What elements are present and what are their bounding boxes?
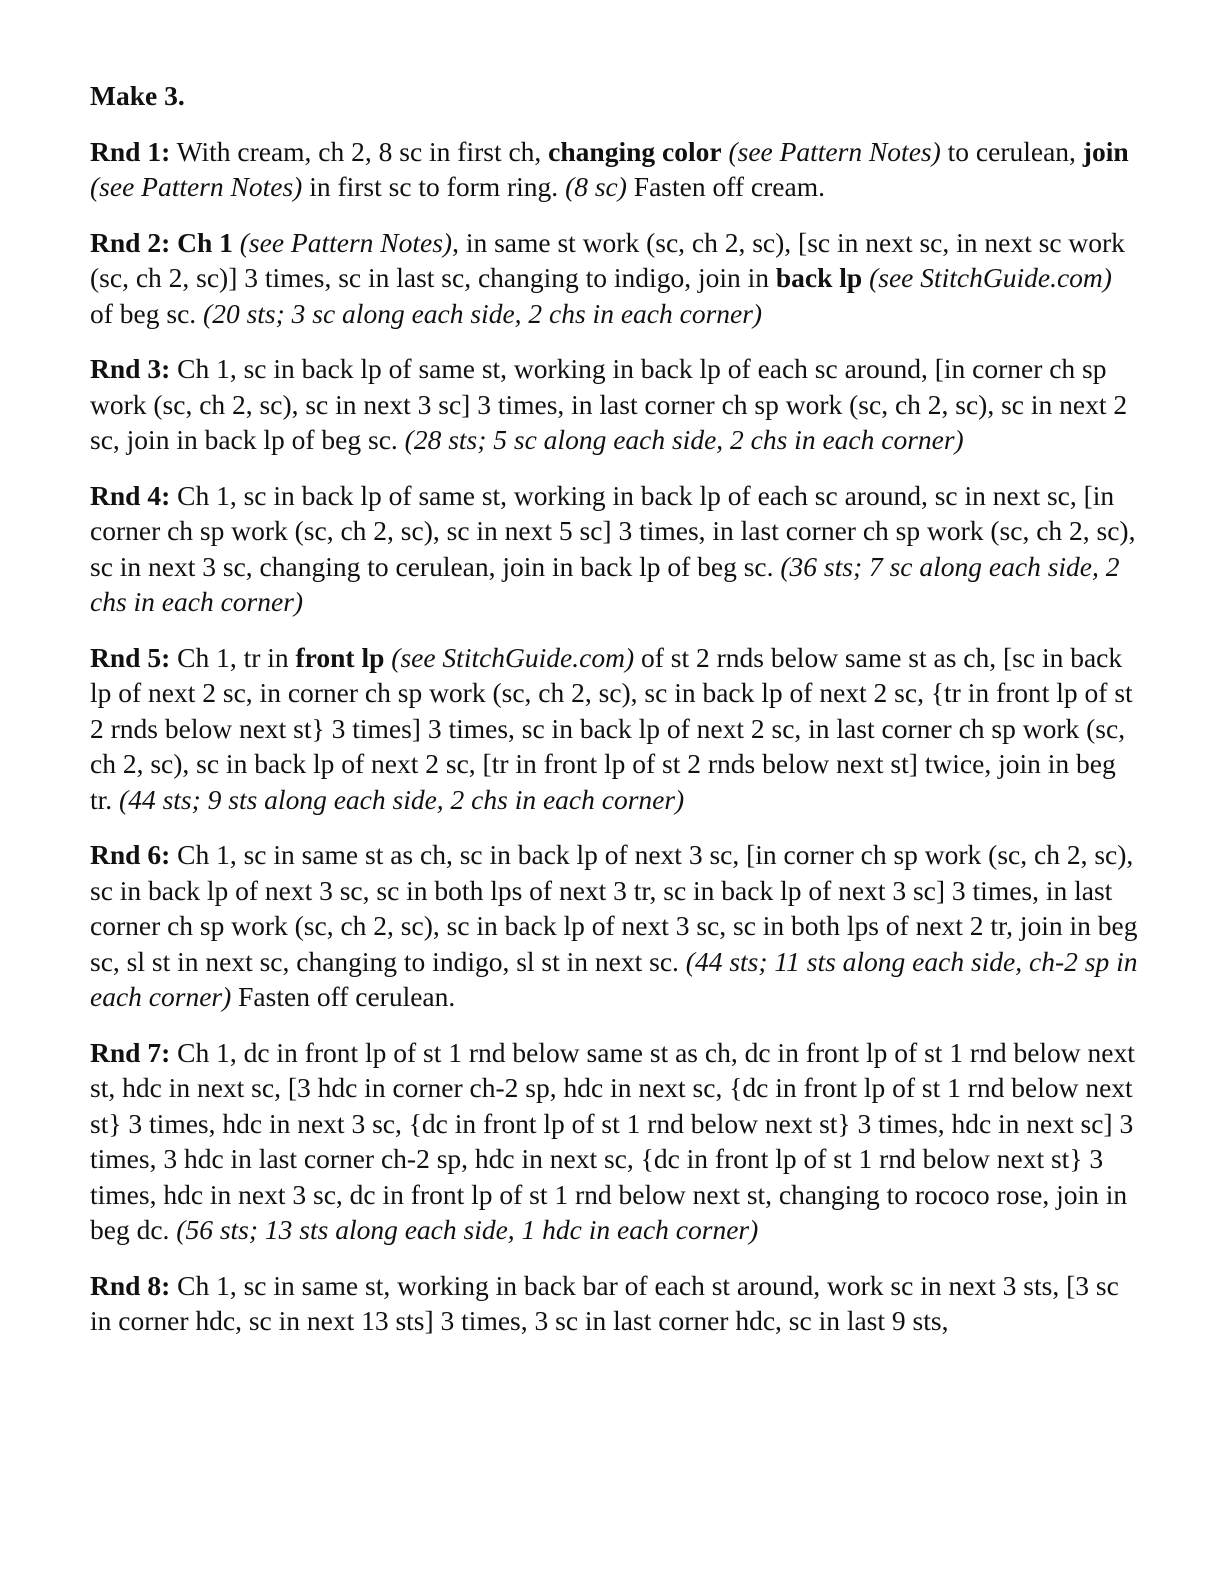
- instruction-text: [233, 227, 240, 258]
- bold-term: Rnd 4:: [90, 479, 171, 511]
- instruction-text: , in same st work (sc, ch 2, sc), [sc in next sc, in next sc work (sc, ch 2, sc)] 3 times, sc in last sc, changing to indigo, join in: [90, 226, 1125, 293]
- bold-term: Ch 1: [177, 226, 233, 258]
- round-paragraph: [90, 351, 1140, 458]
- round-paragraph: [90, 478, 1140, 620]
- bold-term: front lp: [295, 641, 385, 673]
- instruction-text: of st 2 rnds below same st as ch, [sc in back lp of next 2 sc, in corner ch sp work (sc, ch 2, sc), sc in back lp of next 2 sc, {tr in front lp of st 2 rnds below next st} 3 times] 3 times, sc in back lp of next 2 sc, in last corner ch sp work (sc, ch 2, sc), sc in back lp of next 2 sc, [tr in front lp of st 2 rnds below next st] twice, join in beg tr.: [90, 641, 1133, 815]
- pattern-page: [90, 78, 1140, 1359]
- instruction-text: in first sc to form ring.: [302, 171, 566, 202]
- bold-term: Rnd 7:: [90, 1036, 171, 1068]
- italic-note: (see StitchGuide.com): [869, 262, 1112, 293]
- round-paragraph: [90, 837, 1140, 1015]
- instruction-text: Ch 1, dc in front lp of st 1 rnd below same st as ch, dc in front lp of st 1 rnd below next st, hdc in next sc, [3 hdc in corner ch-2 sp, hdc in next sc, {dc in front lp of st 1 rnd below next st} 3 times, hdc in next 3 sc, {dc in front lp of st 1 rnd below next st} 3 times, hdc in next sc] 3 times, 3 hdc in last corner ch-2 sp, hdc in next sc, {dc in front lp of st 1 rnd below next st} 3 times, hdc in next 3 sc, dc in front lp of st 1 rnd below next st, changing to rococo rose, join in beg dc.: [90, 1036, 1135, 1245]
- section-heading: Make 3.: [90, 80, 185, 111]
- instruction-text: to cerulean,: [940, 135, 1083, 167]
- bold-term: Rnd 8:: [90, 1269, 171, 1301]
- round-paragraph: [90, 1268, 1140, 1339]
- italic-note: (8 sc): [565, 171, 627, 202]
- bold-term: back lp: [775, 262, 863, 293]
- instruction-text: Fasten off cream.: [626, 171, 825, 202]
- italic-note: (see Pattern Notes): [728, 135, 941, 167]
- italic-note: (20 sts; 3 sc along each side, 2 chs in each corner): [203, 297, 763, 329]
- instruction-text: Ch 1, sc in same st, working in back bar of each st around, work sc in next 3 sts, [3 sc in corner hdc, sc in next 13 sts] 3 times, 3 sc in last corner hdc, sc in last 9 sts,: [90, 1269, 1119, 1336]
- italic-note: (see Pattern Notes): [239, 226, 453, 258]
- bold-term: Rnd 6:: [90, 839, 171, 870]
- italic-note: (56 sts; 13 sts along each side, 1 hdc in each corner): [176, 1214, 759, 1245]
- italic-note: (36 sts; 7 sc along each side, 2 chs in each corner): [90, 550, 1120, 617]
- round-paragraph: [90, 225, 1140, 332]
- bold-term: changing color: [548, 135, 722, 167]
- bold-term: Rnd 3:: [90, 353, 171, 384]
- round-paragraph: [90, 640, 1140, 818]
- italic-note: (44 sts; 11 sts along each side, ch-2 sp in each corner): [90, 945, 1138, 1012]
- instruction-text: Ch 1, sc in back lp of same st, working in back lp of each sc around, [in corner ch sp work (sc, ch 2, sc), sc in next 3 sc] 3 times, in last corner ch sp work (sc, ch 2, sc), sc in next 2 sc, join in back lp of beg sc.: [90, 353, 1128, 455]
- instruction-text: Ch 1, tr in: [170, 641, 296, 673]
- instruction-text: Ch 1, sc in same st as ch, sc in back lp of next 3 sc, [in corner ch sp work (sc, ch 2, sc), sc in back lp of next 3 sc, sc in both lps of next 3 tr, sc in back lp of next 3 sc] 3 times, in last corner ch sp work (sc, ch 2, sc), sc in back lp of next 3 sc, sc in both lps of next 2 tr, join in beg sc, sl st in next sc, changing to indigo, sl st in next sc.: [90, 839, 1138, 977]
- round-paragraph: [90, 1035, 1140, 1248]
- italic-note: (see StitchGuide.com): [391, 641, 635, 673]
- italic-note: (28 sts; 5 sc along each side, 2 chs in each corner): [404, 424, 964, 455]
- bold-term: Rnd 5:: [90, 641, 171, 673]
- rounds-list: [90, 134, 1140, 1339]
- instruction-text: of beg sc.: [90, 297, 204, 329]
- instruction-text: Ch 1, sc in back lp of same st, working in back lp of each sc around, sc in next sc, [in corner ch sp work (sc, ch 2, sc), sc in next 5 sc] 3 times, in last corner ch sp work (sc, ch 2, sc), sc in next 3 sc, changing to cerulean, join in back lp of beg sc.: [90, 479, 1136, 582]
- bold-term: join: [1082, 135, 1129, 167]
- instruction-text: With cream, ch 2, 8 sc in first ch,: [170, 135, 549, 167]
- bold-term: Rnd 2:: [90, 226, 171, 258]
- italic-note: (44 sts; 9 sts along each side, 2 chs in each corner): [119, 783, 685, 815]
- italic-note: (see Pattern Notes): [90, 171, 303, 202]
- bold-term: Rnd 1:: [90, 135, 171, 167]
- round-paragraph: [90, 134, 1140, 205]
- instruction-text: Fasten off cerulean.: [231, 981, 456, 1012]
